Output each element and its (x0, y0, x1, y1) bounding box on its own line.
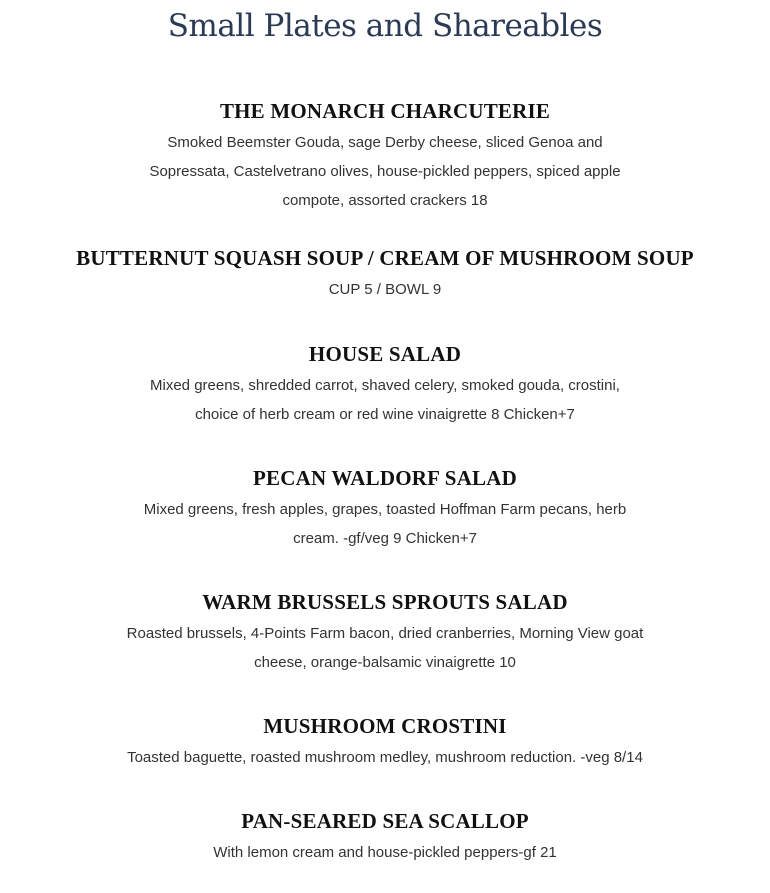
menu-item-pan-seared-sea-scallop (0, 808, 770, 867)
menu-item-name: MUSHROOM CROSTINI (263, 714, 507, 738)
menu-item-pecan-waldorf-salad (0, 465, 770, 553)
section-title: Small Plates and Shareables (167, 8, 603, 44)
menu-item-name: WARM BRUSSELS SPROUTS SALAD (202, 590, 568, 614)
menu-item-description: Mixed greens, shredded carrot, shaved celery, smoked gouda, crostini, choice of herb cream or red wine vinaigrette 8 Chicken+7 (150, 377, 620, 423)
menu-item-description: CUP 5 / BOWL 9 (328, 281, 442, 298)
menu-item-description: Roasted brussels, 4-Points Farm bacon, dried cranberries, Morning View goat cheese, orange-balsamic vinaigrette 10 (126, 625, 644, 671)
menu-item-name: HOUSE SALAD (308, 342, 462, 366)
menu-item-name: PAN-SEARED SEA SCALLOP (241, 809, 529, 833)
menu-item-description: Mixed greens, fresh apples, grapes, toasted Hoffman Farm pecans, herb cream. -gf/veg 9 Chicken+7 (143, 501, 627, 547)
menu-item-mushroom-crostini (0, 713, 770, 772)
menu-item-monarch-charcuterie (0, 98, 770, 215)
menu-item-house-salad (0, 341, 770, 429)
menu-item-description: Toasted baguette, roasted mushroom medley, mushroom reduction. -veg 8/14 (127, 749, 643, 766)
menu-item-description: With lemon cream and house-pickled peppers-gf 21 (213, 844, 557, 861)
menu-item-name: PECAN WALDORF SALAD (253, 466, 517, 490)
menu-item-description: Smoked Beemster Gouda, sage Derby cheese, sliced Genoa and Sopressata, Castelvetrano olives, house-pickled peppers, spiced apple compote, assorted crackers 18 (149, 134, 621, 209)
menu-item-soups (0, 245, 770, 304)
menu-item-name: BUTTERNUT SQUASH SOUP / CREAM OF MUSHROOM SOUP (76, 246, 694, 270)
menu-item-name: THE MONARCH CHARCUTERIE (219, 99, 551, 123)
menu-item-warm-brussels-sprouts-salad (0, 589, 770, 677)
